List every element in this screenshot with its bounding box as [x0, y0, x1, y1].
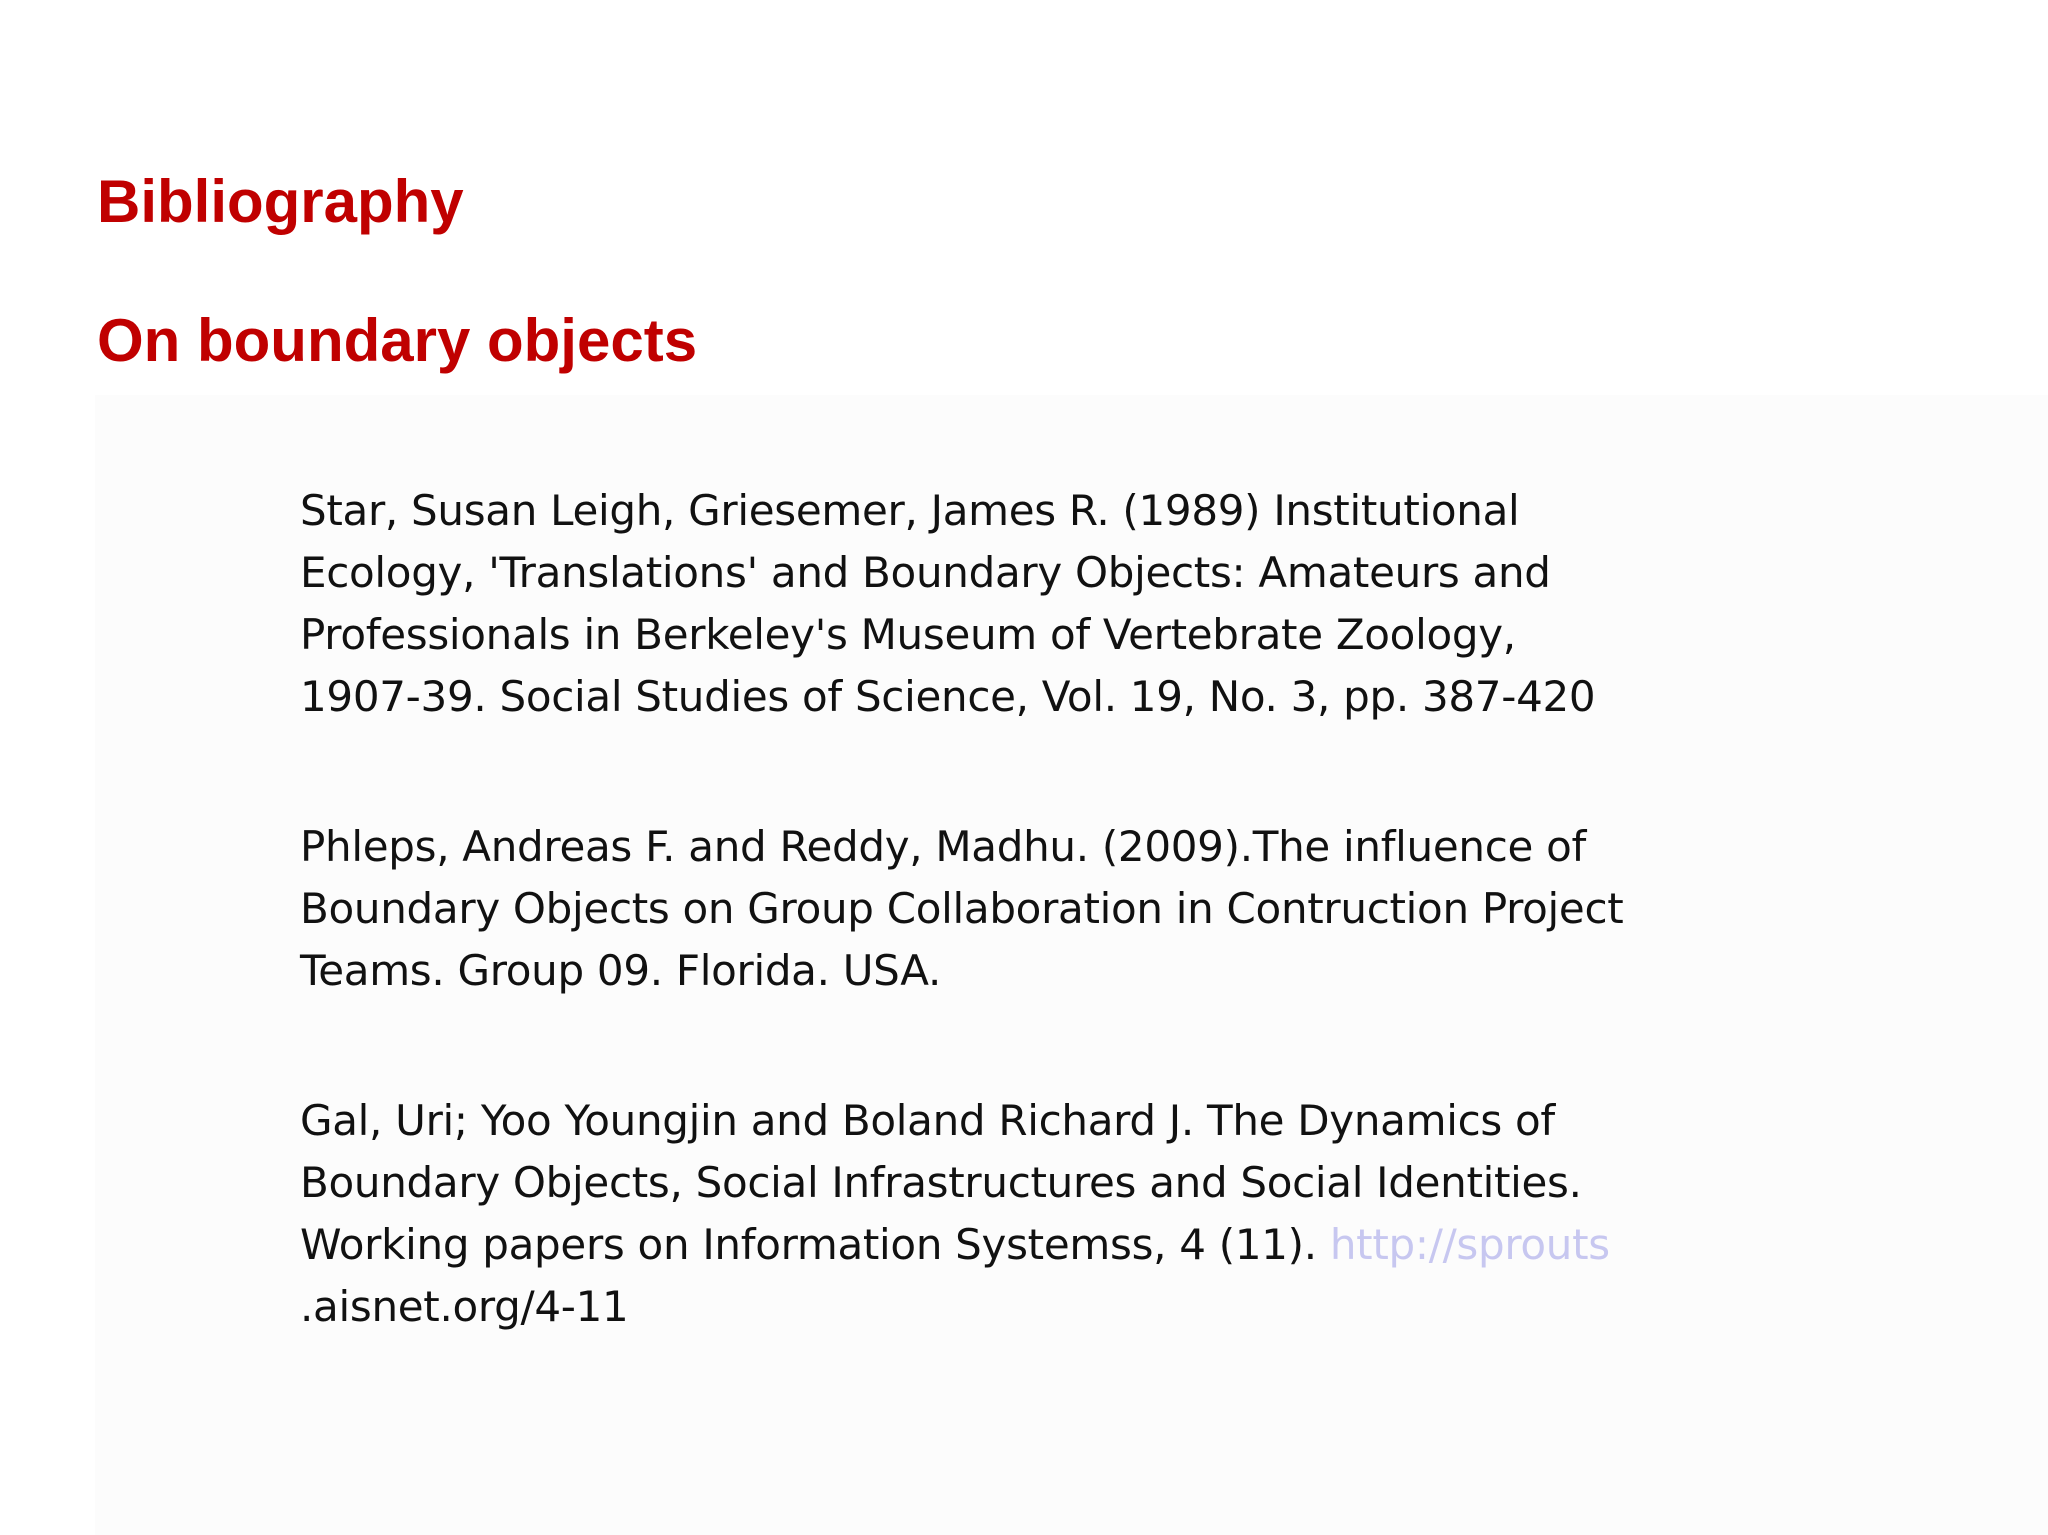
reference-line: Phleps, Andreas F. and Reddy, Madhu. (2009).The influence of: [300, 822, 1586, 871]
reference-line: Professionals in Berkeley's Museum of Vertebrate Zoology,: [300, 610, 1516, 659]
reference-line: Star, Susan Leigh, Griesemer, James R. (1989) Institutional: [300, 486, 1520, 535]
section-heading: On boundary objects: [97, 307, 698, 374]
reference-line: Boundary Objects on Group Collaboration in Contruction Project: [300, 884, 1624, 933]
reference-item-gal: [300, 1090, 1720, 1338]
reference-list: [300, 480, 1720, 1426]
reference-line: Gal, Uri; Yoo Youngjin and Boland Richard J. The Dynamics of: [300, 1096, 1555, 1145]
reference-text: Working papers on Information Systemss, 4 (11).: [300, 1220, 1330, 1269]
reference-line-with-link: [300, 1214, 1720, 1276]
reference-line: Teams. Group 09. Florida. USA.: [300, 946, 942, 995]
page-title: Bibliography: [97, 168, 464, 235]
reference-line: Ecology, 'Translations' and Boundary Objects: Amateurs and: [300, 548, 1551, 597]
reference-link[interactable]: http://sprouts: [1329, 1220, 1610, 1269]
reference-item-phleps: [300, 816, 1720, 1002]
reference-line: Boundary Objects, Social Infrastructures and Social Identities.: [300, 1158, 1582, 1207]
reference-link-continuation[interactable]: .aisnet.org/4-11: [300, 1282, 629, 1331]
reference-item-star: [300, 480, 1720, 728]
reference-line: 1907-39. Social Studies of Science, Vol. 19, No. 3, pp. 387-420: [300, 672, 1596, 721]
